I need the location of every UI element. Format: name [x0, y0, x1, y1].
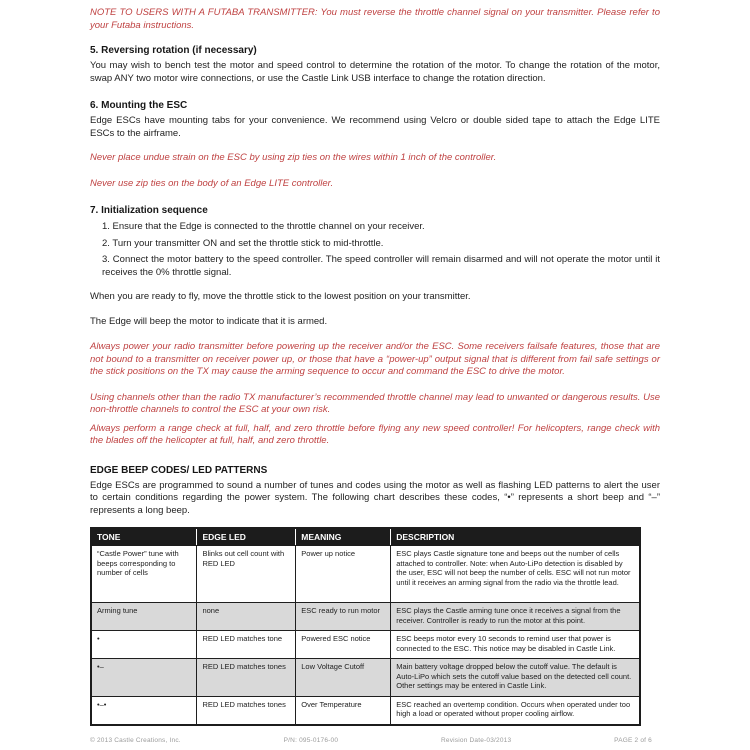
- init-step-2: 2. Turn your transmitter ON and set the throttle stick to mid-throttle.: [102, 237, 384, 249]
- cell-description: ESC beeps motor every 10 seconds to remind user that power is connected to the ESC. This notice may be disabled in Castle Link.: [391, 631, 640, 659]
- cell-meaning: ESC ready to run motor: [296, 603, 391, 631]
- init-step-3: 3. Connect the motor battery to the speed controller. The speed controller will remain disarmed and will not operate the motor until it receives the 0% throttle signal.: [102, 254, 660, 278]
- column-header-tone: TONE: [91, 528, 197, 546]
- cell-tone: •: [91, 631, 197, 659]
- cell-meaning: Power up notice: [296, 546, 391, 603]
- warning-zip-ties-body: Never use zip ties on the body of an Edge LITE controller.: [90, 177, 334, 189]
- beep-codes-intro: Edge ESCs are programmed to sound a number of tunes and codes using the motor as well as flashing LED patterns to alert the user to certain conditions regarding the power system. The following chart describes these codes, “•” represents a short beep and “–” represents a long beep.: [90, 479, 660, 516]
- warning-power-sequence: Always power your radio transmitter before powering up the receiver and/or the ESC. Some receivers failsafe features, those that are not bound to a transmitter on receiver power up, or those that have a “power-up” output signal that is different from fail safe settings or the stick positions on the TX may cause the arming sequence to occur and command the ESC to drive the motor.: [90, 341, 660, 377]
- footer-copyright: © 2013 Castle Creations, Inc.: [90, 737, 181, 744]
- section-6-body: Edge ESCs have mounting tabs for your convenience. We recommend using Velcro or double sided tape to attach the Edge LITE ESCs to the airframe.: [90, 115, 660, 139]
- warning-throttle-channels: Using channels other than the radio TX manufacturer’s recommended throttle channel may lead to unwanted or dangerous results. Use non-throttle channels to control the ESC at your own risk.: [90, 391, 660, 415]
- footer-revision-date: Revision Date-03/2013: [440, 737, 512, 744]
- cell-edge-led: none: [197, 603, 296, 631]
- footer-page-number: PAGE 2 of 6: [614, 737, 652, 744]
- table-row: [91, 631, 640, 659]
- cell-description: Main battery voltage dropped below the cutoff value. The default is Auto-LiPo which sets the cutoff value based on the detected cell count. Other settings may be entered in Castle Link.: [391, 659, 640, 697]
- cell-meaning: Powered ESC notice: [296, 631, 391, 659]
- futaba-transmitter-note: NOTE TO USERS WITH A FUTABA TRANSMITTER: You must reverse the throttle channel signal on your transmitter. Please refer to your Futaba instructions.: [90, 7, 660, 31]
- cell-edge-led: RED LED matches tones: [197, 659, 296, 697]
- armed-indication-text: The Edge will beep the motor to indicate that it is armed.: [90, 315, 328, 327]
- initialization-steps: [90, 221, 660, 279]
- ready-to-fly-text: When you are ready to fly, move the throttle stick to the lowest position on your transmitter.: [90, 291, 471, 302]
- section-7-heading: 7. Initialization sequence: [90, 205, 208, 216]
- beep-codes-table: [90, 527, 641, 726]
- footer-part-number: P/N: 095-0176-00: [283, 737, 339, 744]
- table-row: [91, 603, 640, 631]
- init-step-1: 1. Ensure that the Edge is connected to the throttle channel on your receiver.: [102, 221, 425, 232]
- cell-tone: Arming tune: [91, 603, 197, 631]
- beep-codes-heading: EDGE BEEP CODES/ LED PATTERNS: [90, 464, 268, 476]
- cell-meaning: Low Voltage Cutoff: [296, 659, 391, 697]
- table-header-row: [91, 528, 640, 546]
- table-row: [91, 696, 640, 725]
- column-header-meaning: MEANING: [296, 528, 391, 546]
- section-5-body: You may wish to bench test the motor and speed control to determine the rotation of the motor. To change the rotation of the motor, swap ANY two motor wire connections, or use the Castle Link USB interface to change the rotation direction.: [90, 60, 660, 84]
- cell-description: ESC reached an overtemp condition. Occurs when operated under too high a load or operated without proper cooling airflow.: [391, 696, 640, 725]
- cell-tone: “Castle Power” tune with beeps corresponding to number of cells: [91, 546, 197, 603]
- cell-edge-led: Blinks out cell count with RED LED: [197, 546, 296, 603]
- section-5-heading: 5. Reversing rotation (if necessary): [90, 45, 257, 56]
- page-footer: [90, 737, 652, 744]
- warning-range-check: Always perform a range check at full, half, and zero throttle before flying any new speed controller! For helicopters, range check with the blades off the helicopter at full, half, and zero throttle.: [90, 422, 660, 446]
- cell-meaning: Over Temperature: [296, 696, 391, 725]
- column-header-description: DESCRIPTION: [391, 528, 640, 546]
- warning-zip-ties-wires: Never place undue strain on the ESC by using zip ties on the wires within 1 inch of the controller.: [90, 152, 497, 163]
- cell-edge-led: RED LED matches tones: [197, 696, 296, 725]
- page-content: [90, 7, 660, 726]
- cell-edge-led: RED LED matches tone: [197, 631, 296, 659]
- cell-description: ESC plays the Castle arming tune once it receives a signal from the receiver. Controller is ready to run the motor at this point.: [391, 603, 640, 631]
- cell-description: ESC plays Castle signature tone and beeps out the number of cells attached to controller. Note: when Auto-LiPo detection is disabled by the user, ESC will not beep the number of cells. ESC will not run motor until it receives an arming signal from the radio via the throttle lead.: [391, 546, 640, 603]
- column-header-edge-led: EDGE LED: [197, 528, 296, 546]
- table-row: [91, 659, 640, 697]
- cell-tone: •–: [91, 659, 197, 697]
- cell-tone: •–•: [91, 696, 197, 725]
- section-6-heading: 6. Mounting the ESC: [90, 100, 188, 111]
- table-row: [91, 546, 640, 603]
